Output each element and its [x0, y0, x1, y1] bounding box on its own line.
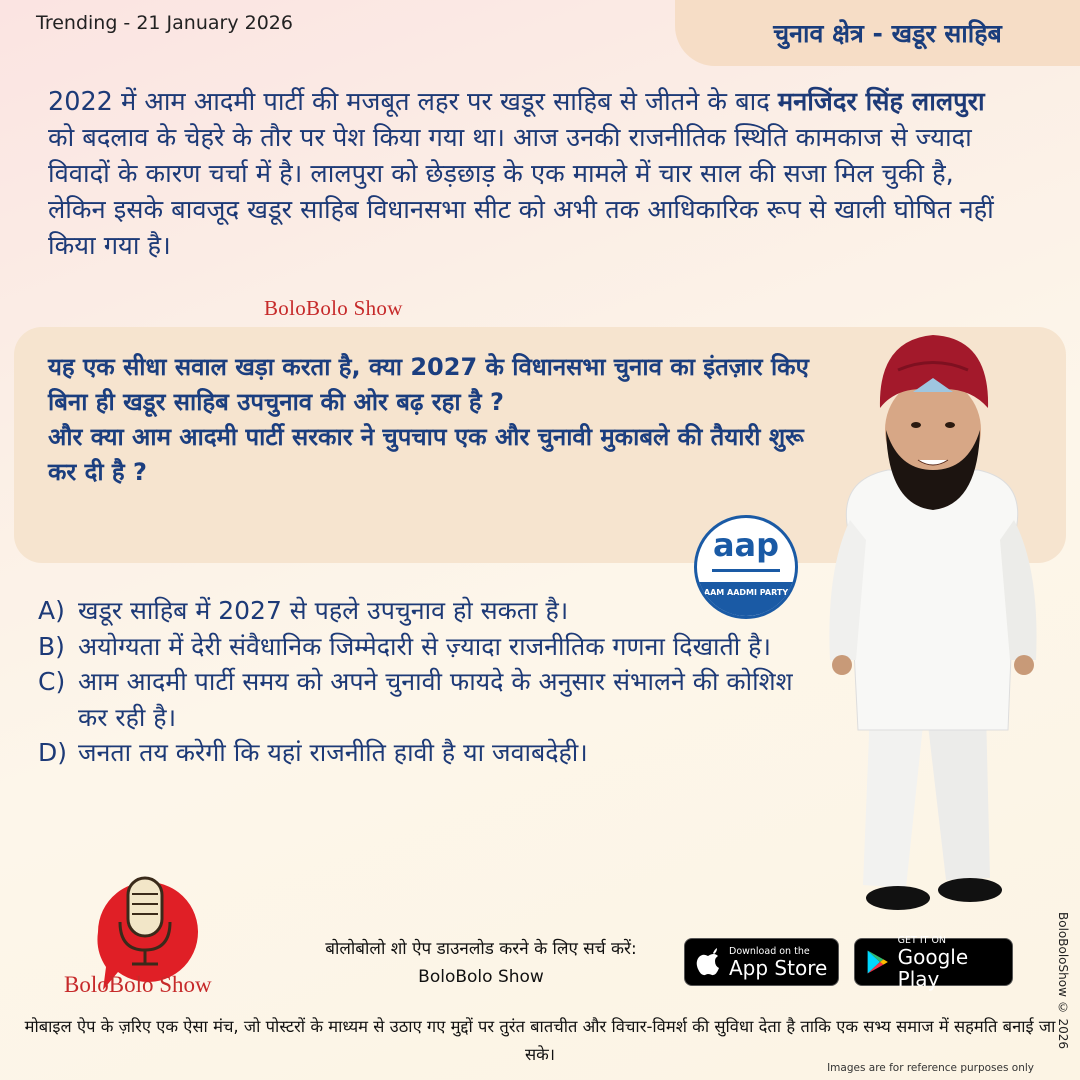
- download-info: [296, 935, 666, 991]
- option-d: [38, 735, 828, 771]
- question-line-2: और क्या आम आदमी पार्टी सरकार ने चुपचाप एक और चुनावी मुकाबले की तैयारी शुरू कर दी है ?: [48, 423, 804, 486]
- download-prompt: बोलोबोलो शो ऐप डाउनलोड करने के लिए सर्च करें:: [325, 939, 637, 959]
- option-text: आम आदमी पार्टी समय को अपने चुनावी फायदे के अनुसार संभालने की कोशिश कर रही है।: [78, 667, 793, 732]
- option-letter: A): [38, 596, 65, 625]
- question-line-1: यह एक सीधा सवाल खड़ा करता है, क्या 2027 के विधानसभा चुनाव का इंतज़ार किए बिना ही खडूर साहिब उपचुनाव की ओर बढ़ रहा है ?: [48, 353, 809, 416]
- intro-text-part2: को बदलाव के चेहरे के तौर पर पेश किया गया था। आज उनकी राजनीतिक स्थिति कामकाज से ज्यादा विवादों के कारण चर्चा में है। लालपुरा को छेड़छाड़ के एक मामले में चार साल की सजा मिल चुकी है, लेकिन इसके बावजूद खडूर साहिब विधानसभा सीट को अभी तक आधिकारिक रूप से खाली घोषित नहीं किया गया है।: [48, 123, 994, 261]
- options-list: [38, 593, 828, 771]
- footer-description: मोबाइल ऐप के ज़रिए एक ऐसा मंच, जो पोस्टरों के माध्यम से उठाए गए मुद्दों पर तुरंत बातचीत और विचार-विमर्श की सुविधा देता है ताकि एक सभ्य समाज में सहमति बनाई जा सके।: [24, 1017, 1056, 1064]
- politician-photo: [818, 330, 1048, 915]
- constituency-title: चुनाव क्षेत्र - खडूर साहिब: [773, 19, 1002, 48]
- option-text: अयोग्यता में देरी संवैधानिक जिम्मेदारी से ज़्यादा राजनीतिक गणना दिखाती है।: [78, 631, 771, 661]
- trending-date: Trending - 21 January 2026: [36, 12, 293, 34]
- option-c: [38, 664, 828, 735]
- apple-icon: [695, 947, 721, 977]
- constituency-tab: [675, 0, 1080, 66]
- intro-text-part1: 2022 में आम आदमी पार्टी की मजबूत लहर पर खडूर साहिब से जीतने के बाद: [48, 87, 778, 117]
- search-term: BoloBolo Show: [418, 967, 544, 987]
- aap-logo-fullname: AAM AADMI PARTY: [697, 582, 795, 616]
- watermark: BoloBolo Show: [264, 296, 403, 320]
- broom-icon: [712, 562, 780, 572]
- option-a: [38, 593, 828, 629]
- option-b: [38, 629, 828, 665]
- intro-paragraph: [48, 84, 1008, 264]
- option-text: जनता तय करेगी कि यहां राजनीति हावी है या जवाबदेही।: [78, 738, 588, 767]
- option-letter: D): [38, 738, 68, 767]
- option-letter: B): [38, 631, 65, 661]
- option-text: खडूर साहिब में 2027 से पहले उपचुनाव हो सकता है।: [78, 596, 569, 625]
- google-play-big: Google Play: [897, 944, 969, 991]
- aap-logo-text: aap: [712, 526, 780, 564]
- disclaimer: Images are for reference purposes only: [827, 1062, 1034, 1074]
- question-text: [48, 350, 828, 490]
- copyright: BoloBoloShow © 2026: [1056, 912, 1070, 1050]
- app-store-big: App Store: [729, 955, 828, 980]
- app-store-button[interactable]: [684, 938, 839, 986]
- option-letter: C): [38, 667, 66, 696]
- google-play-icon: [865, 947, 890, 977]
- app-store-small: Download on the: [729, 945, 810, 957]
- intro-highlight-name: मनजिंदर सिंह लालपुरा: [777, 87, 985, 117]
- google-play-button[interactable]: [854, 934, 1013, 991]
- brand-name: BoloBolo Show: [64, 972, 212, 997]
- google-play-small: GET IT ON: [897, 934, 947, 946]
